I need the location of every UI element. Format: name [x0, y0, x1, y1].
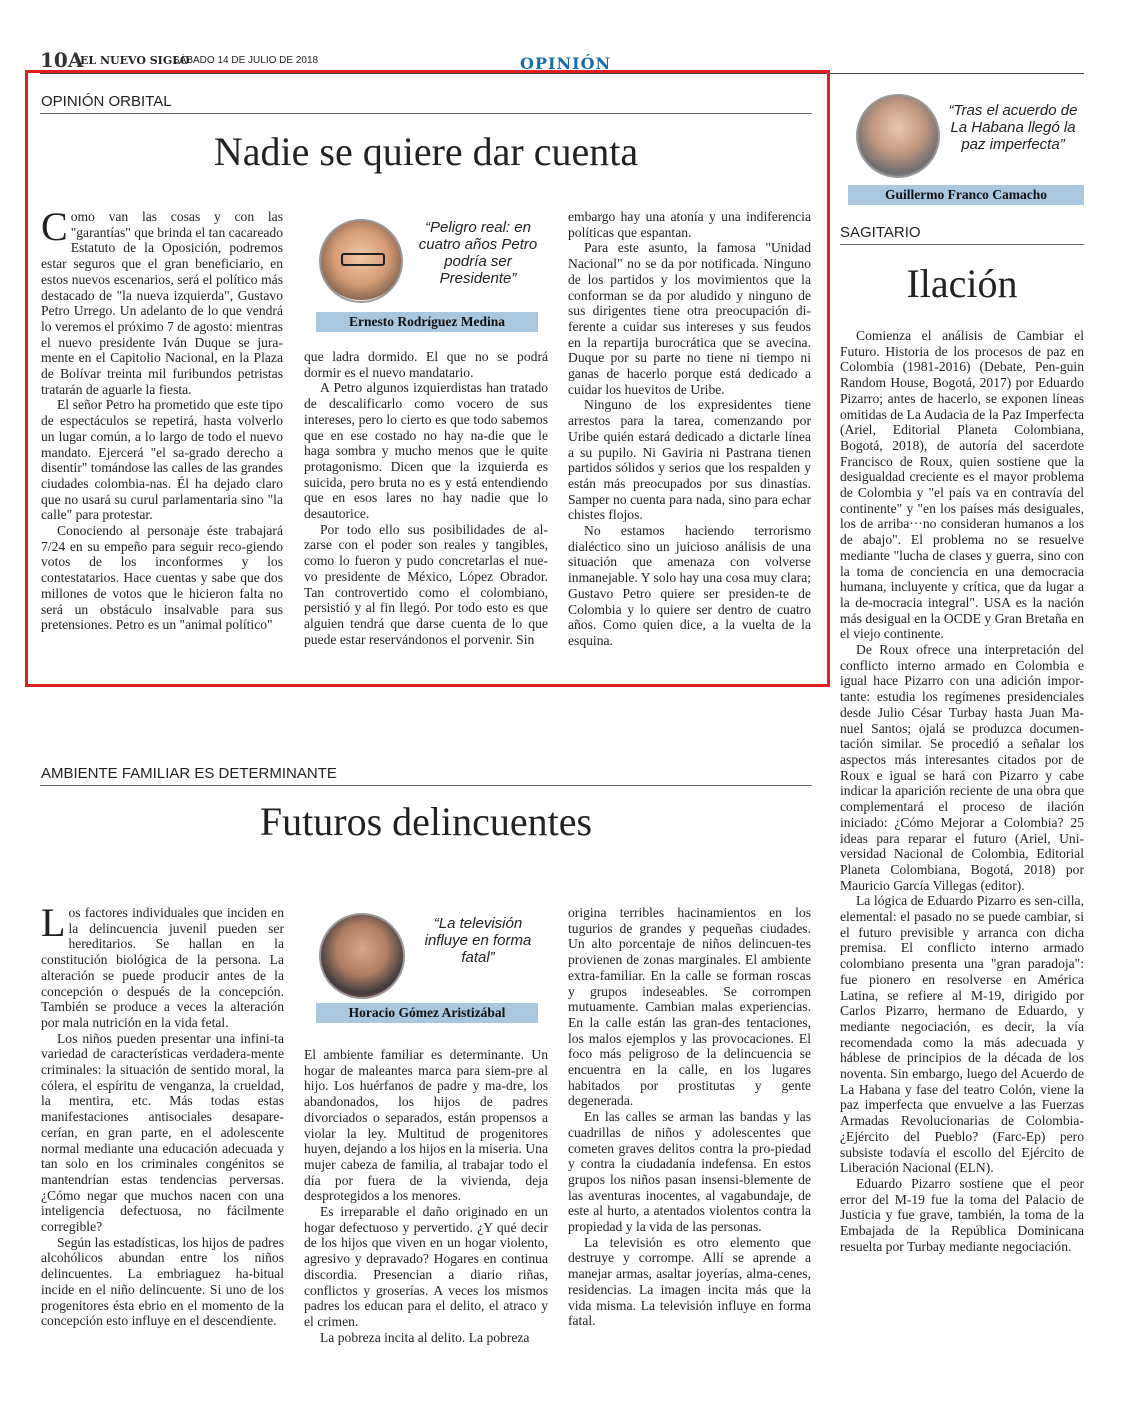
- article1-kicker: OPINIÓN ORBITAL: [41, 93, 172, 110]
- paragraph: Los niños pueden presentar una infini-ta variedad de características verdadera-mente criminales: la situación de sentido moral, la cólera, el espíritu de venganza, la crueldad, la mentira, etc. Más todas estas manifestaciones antisociales desapare-cerían, en gran parte, en el adolescente normal mediante una educación adecuada y tan solo en los criminales congénitos se mantendrían estas tendencias perversas. ¿Cómo negar que muchos nacen con una inteligencia defectuosa, no fácilmente corregible?: [41, 1030, 284, 1235]
- paragraph: Comienza el análisis de Cambiar el Futuro. Historia de los procesos de paz en Colombia (1981-2016) (Debate, Pen-guin Random House, Bogotá, 2017) por Eduardo Pizarro; antes de hacerlo, se exponen líneas omitidas de La Audacia de la Paz Imperfecta (Ariel, Editorial Planeta Colombiana, Bogotá, 2018), de autoría del sacerdote Francisco de Roux, quien sostiene que la desigualdad creciente es el mayor problema de Colombia y "el país va en contravía del continente" y "en los países más desiguales, los de arriba···no consideran humanos a los de abajo". El problema no se resuelve mediante "lucha de clases y guerra, sino con la toma de conciencia en una democracia humana, incluyente y crítica, que da lugar a la de-mocracia integral". USA es la nación más desigual en la OCDE y Gran Bretaña en el viejo continente.: [840, 328, 1084, 642]
- paragraph: En las calles se arman las bandas y las cuadrillas de niños y adolescentes que cometen graves delitos contra la pro-piedad y contra la ciudadanía indefensa. En estos grupos los niños pasan insensi-blemente de las aventuras inocentes, al vagabundaje, de este al hurto, a atentados violentos contra la propiedad y la vida de las personas.: [568, 1109, 811, 1235]
- paper-name: EL NUEVO SIGLO: [80, 54, 190, 67]
- paragraph: No estamos haciendo terrorismo dialéctico sino un juicioso análisis de una situación que amenaza con volverse inmanejable. Y solo hay una cosa muy clara; Gustavo Petro quiere ser presiden-te de Colombia y lo quiere ser dentro de cuatro años. Como quien dice, a la vuelta de la esquina.: [568, 523, 811, 648]
- paragraph: omo van las cosas y con las "garantías" que brinda el tan cacareado Estatuto de la Oposición, podremos estar seguros que el gran beneficiario, en estos nuevos escenarios, será el político más destacado de "la nueva izquierda", Gustavo Petro Urrego. Un adelanto de lo que vendrá lo veremos el próximo 7 de agosto: mientras el nuevo presidente Iván Duque se jura-mente en el Capitolio Nacional, en la Plaza de Bolívar treinta mil furibundos petristas tratarán de aguarle la fiesta.: [41, 209, 283, 397]
- paragraph: embargo hay una atonía y una indiferencia políticas que espantan.: [568, 209, 811, 240]
- paragraph: El señor Petro ha prometido que este tipo de espectáculos se repetirá, hasta volverlo un lugar común, a lo largo de todo el nuevo mandato. Ejercerá "el sa-grado derecho a disentir" tomándose las calles de las grandes ciudades colombia-nas. Él ha dejado claro que no usará su curul parlamentaria sino "la calle" para protestar.: [41, 397, 283, 523]
- glasses-icon: [341, 253, 385, 266]
- author-name: Guillermo Franco Camacho: [848, 185, 1084, 205]
- paragraph: Ninguno de los expresidentes tiene arrestos para la tarea, comenzando por Uribe quién estará dedicado a dictarle línea a su pupilo. Ni Gaviria ni Pastrana tienen partidos sólidos y serios que los respalden y están más preocupados por sus dinastías. Samper no cuenta para nada, sino para echar chistes flojos.: [568, 397, 811, 523]
- article3-kicker: SAGITARIO: [840, 224, 921, 241]
- section-label: OPINIÓN: [520, 54, 612, 73]
- page-number: 10A: [40, 48, 84, 72]
- paragraph: El ambiente familiar es determinante. Un hogar de maleantes marca para siem-pre al hijo. Los huérfanos de padre y ma-dre, los abandonados, los hijos de padres divorciados o separados, están propensos a violar la ley. Multitud de progenitores huyen, dejando a los hijos en la miseria. Una mujer cabeza de familia, al trabajar todo el día por fuera de la vivienda, deja desprotegidos a los menores.: [304, 1047, 548, 1204]
- paragraph: Conociendo al personaje éste trabajará 7/24 en su empeño para seguir reco-giendo votos de los inconformes y los contestatarios. Hace cuentas y sabe que dos millones de votos que le hicieron falta no será un obstáculo insalvable para sus pretensiones. Petro es un "animal político": [41, 523, 283, 633]
- article1-title: Nadie se quiere dar cuenta: [213, 129, 639, 174]
- paragraph: Según las estadísticas, los hijos de padres alcohólicos abundan entre los niños delincuentes. La embriaguez ha-bitual incide en el niño delincuente. Si uno de los progenitores ésta ebrio en el momento de la concepción esto influye en el descendiente.: [41, 1234, 284, 1329]
- article3-title: Ilación: [906, 261, 1018, 306]
- article2-title: Futuros delincuentes: [259, 799, 593, 844]
- article1-author-box: [304, 209, 550, 337]
- paragraph: Eduardo Pizarro sostiene que el peor error del M-19 fue la toma del Palacio de Justicia y fue grave, también, la toma de la Embajada de la República Dominicana resuelta por Turbay mediante negociación.: [840, 1175, 1084, 1254]
- article3-column: [840, 328, 1084, 1254]
- author-photo: [856, 94, 940, 178]
- paragraph: La lógica de Eduardo Pizarro es sen-cilla, elemental: el pasado no se puede cambiar, si el futuro previsible y arranca con dicha premisa. El conflicto interno armado colombiano presenta una "gran paradoja": fue pionero en resolverse en América Latina, se refiere al M-19, dirigido por Carlos Pizarro, hermano de Eduardo, y mediante negociación, es decir, la vía recomendada como la más adecuada y háblese de principios de la década de los noventa. Sin embargo, luego del Acuerdo de La Habana y fase del teatro Colón, viene la paz imperfecta que envuelve a las Fuerzas Armadas Revolucionarias de Colombia- ¿Ejército del Pueblo? (Farc-Ep) pero subsiste todavía el escollo del Ejército de Liberación Nacional (ELN).: [840, 893, 1084, 1176]
- article2-column-3: [568, 905, 811, 1329]
- article1-column-3: [568, 209, 811, 649]
- author-photo: [319, 219, 403, 303]
- dropcap: C: [41, 204, 68, 249]
- paragraph: A Petro algunos izquierdistas han tratado de descalificarlo como vocero de sus intereses, pero lo cierto es que todo sabemos que en ese costado no hay na-die que le haga sombra y mucho menos que le quite protagonismo. Dicen que la izquierda es suicida, pero bruta no es y está entendiendo que en esos lares no hay nadie que lo desautorice.: [304, 380, 548, 522]
- paragraph: La televisión es otro elemento que destruye y corrompe. Allí se aprende a manejar armas, asaltar joyerías, alma-cenes, residencias. La imagen incita más que la vida misma. La televisión influye en forma fatal.: [568, 1234, 811, 1329]
- author-quote: “Tras el acuerdo de La Habana llegó la paz imperfecta”: [948, 102, 1078, 153]
- article1-kicker-rule: [40, 113, 812, 114]
- paragraph: Por todo ello sus posibilidades de al-zarse con el poder son reales y tangibles, como lo fueron y pudo concretarlas el nue-vo presidente de México, López Obrador. Tan controvertido como el colombiano, persistió y al fin llegó. Por todo esto es que alguien tendrá que darse cuenta de lo que puede estar reservándonos el porvenir. Sin: [304, 521, 548, 647]
- dropcap: L: [41, 900, 66, 945]
- paragraph: La pobreza incita al delito. La pobreza: [320, 1329, 530, 1345]
- article2-column-2: [304, 1047, 548, 1345]
- article2-kicker-rule: [40, 785, 812, 786]
- paragraph: De Roux ofrece una interpretación del conflicto interno armado en Colombia e igual hace Pizarro con una adición impor-tante: estudia los regímenes presidenciales desde Julio César Turbay hasta Juan Ma-nuel Santos; ojalá se produzca documen-tación similar. Se procedió a señalar los aspectos más interesantes citados por de Roux e igual se hará con Pizarro y cabe indicar la aparición reciente de una obra que complementará el proceso de ilación iniciado: ¿Cómo Mejorar a Colombia? 25 ideas para reparar el futuro (Ariel, Uni-versidad Nacional de Colombia, Editorial Planeta Colombiana, Bogotá, 2018) por Mauricio García Villegas (editor).: [840, 642, 1084, 893]
- article2-column-1: [41, 900, 284, 1329]
- article2-author-box: [304, 905, 550, 1027]
- paragraph: origina terribles hacinamientos en los tugurios de grandes y pequeñas ciudades. Un alto porcentaje de niños delincuen-tes provienen de zonas marginales. El ambiente extra-familiar. En la calle se forman roscas y grupos indeseables. Se corrompen mutuamente. Cambian malas experiencias. En la calle están las gran-des tentaciones, los malos ejemplos y las provocaciones. El foco más peligroso de la delincuencia se encuentra en la calle, en los lugares habitados por prostitutas y gente degenerada.: [568, 905, 811, 1109]
- author-photo: [319, 913, 405, 999]
- page-header: [40, 48, 1084, 72]
- article3-author-box: [840, 88, 1084, 210]
- paragraph: os factores individuales que inciden en la delincuencia juvenil pueden ser hereditarios. Se hallan en la constitución biológica de la persona. La alteración se puede producir antes de la concepción o después de la concepción. También se produce a veces la alteración por mala nutrición en la vida fetal.: [41, 905, 284, 1030]
- paragraph: Es irreparable el daño originado en un hogar defectuoso y pervertido. ¿Y qué decir de los hijos que viven en un hogar violento, agresivo y depravado? Hogares en continua discordia. Presencian a diario riñas, conflictos y groserías. A veces los mismos padres los educan para el delito, el atraco y el crimen.: [304, 1204, 548, 1329]
- author-quote: “Peligro real: en cuatro años Petro podría ser Presidente”: [418, 219, 538, 287]
- article1-column-1: [41, 204, 283, 633]
- paragraph: que ladra dormido. El que no se podrá dormir es el nuevo mandatario.: [304, 349, 548, 380]
- article3-kicker-rule: [840, 244, 1084, 245]
- paper-date: SÁBADO 14 DE JULIO DE 2018: [173, 55, 319, 66]
- author-name: Ernesto Rodríguez Medina: [316, 312, 538, 332]
- author-name: Horacio Gómez Aristizábal: [316, 1003, 538, 1023]
- article2-kicker: AMBIENTE FAMILIAR ES DETERMINANTE: [41, 765, 337, 782]
- author-quote: “La televisión influye en forma fatal”: [424, 915, 532, 966]
- paragraph: Para este asunto, la famosa "Unidad Nacional" no se da por notificada. Ninguno de los partidos y los movimientos que la conforman se da por aludido y ninguno de sus dirigentes tiene otra preocupación di-ferente a cuidar sus intereses y sus feudos en la repartija burocrática que se avecina. Duque por su parte no tiene ni tiempo ni ganas de hacerlo porque está dedicado a cuidar los huevitos de Uribe.: [568, 240, 811, 397]
- article1-column-2: [304, 349, 548, 647]
